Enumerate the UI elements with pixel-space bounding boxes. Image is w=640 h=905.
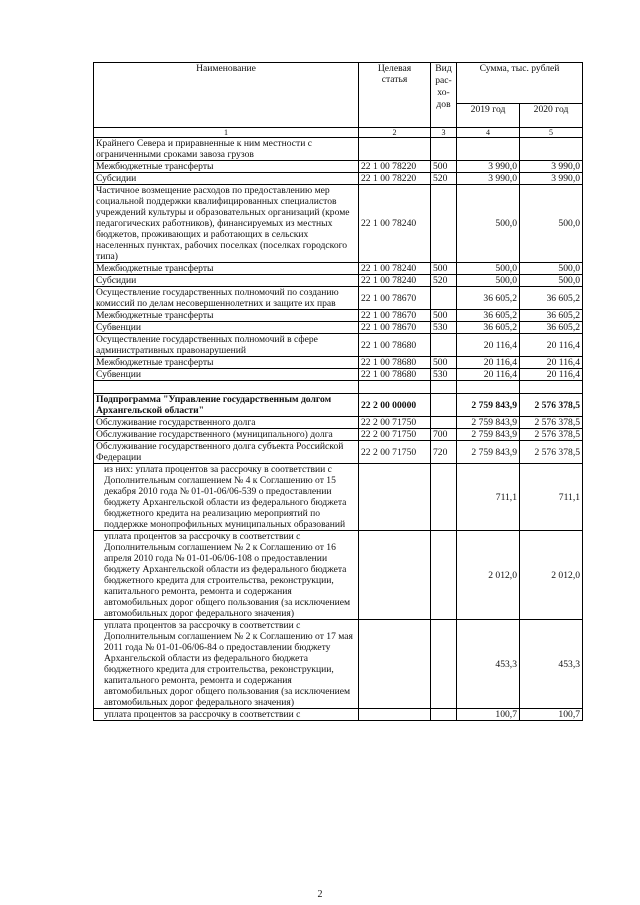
row-value-2020: 453,3 [520, 620, 583, 709]
table-row-subprogram [94, 394, 583, 417]
row-name: Межбюджетные трансферты [94, 263, 359, 275]
row-name: из них: уплата процентов за рассрочку в соответствии с Дополнительным соглашением № 4 к Соглашению от 15 декабря 2010 года № 01-01-06/06-539 о предоставлении бюджету Архангельской области из федерального бюджета бюджетного кредита на реализацию мероприятий по поддержке монопрофильных муниципальных образований [94, 464, 359, 531]
column-number: 1 [94, 128, 359, 138]
header-sum: Сумма, тыс. рублей [457, 63, 583, 104]
row-value-2019: 711,1 [457, 464, 520, 531]
row-target: 22 1 00 78240 [359, 263, 431, 275]
row-value-2020: 500,0 [520, 185, 583, 263]
row-value-2019: 36 605,2 [457, 310, 520, 322]
header-expense-type: Вид рас- хо- дов [431, 63, 457, 128]
row-type [431, 464, 457, 531]
column-number: 4 [457, 128, 520, 138]
row-target [359, 464, 431, 531]
row-target [359, 531, 431, 620]
row-value-2019: 2 759 843,9 [457, 417, 520, 429]
table-row [94, 464, 583, 531]
row-value-2020: 36 605,2 [520, 310, 583, 322]
row-target: 22 1 00 78240 [359, 185, 431, 263]
row-target: 22 2 00 71750 [359, 417, 431, 429]
row-value-2019: 20 116,4 [457, 357, 520, 369]
row-type: 500 [431, 357, 457, 369]
row-name: Подпрограмма "Управление государственным долгом Архангельской области" [94, 394, 359, 417]
row-target: 22 1 00 78670 [359, 310, 431, 322]
row-value-2020: 2 012,0 [520, 531, 583, 620]
row-value-2020: 3 990,0 [520, 173, 583, 185]
row-value-2019: 2 759 843,9 [457, 429, 520, 441]
budget-table [93, 62, 583, 721]
row-value-2019 [457, 381, 520, 394]
row-type [431, 185, 457, 263]
column-number: 5 [520, 128, 583, 138]
row-type: 700 [431, 429, 457, 441]
row-value-2019: 500,0 [457, 275, 520, 287]
row-name: уплата процентов за рассрочку в соответствии с Дополнительным соглашением № 2 к Соглашению от 17 мая 2011 года № 01-01-06/06-84 о предоставлении бюджету Архангельской области из федерального бюджета бюджетного кредита для строительства, реконструкции, капитального ремонта, ремонта и содержания автомобильных дорог общего пользования (за исключением автомобильных дорог федерального значения) [94, 620, 359, 709]
row-value-2019: 500,0 [457, 263, 520, 275]
row-value-2020: 20 116,4 [520, 357, 583, 369]
row-value-2020: 500,0 [520, 263, 583, 275]
column-number: 2 [359, 128, 431, 138]
row-value-2020 [520, 381, 583, 394]
row-value-2020: 20 116,4 [520, 334, 583, 357]
row-target [359, 709, 431, 721]
row-type: 720 [431, 441, 457, 464]
row-target: 22 1 00 78680 [359, 369, 431, 381]
row-value-2019: 3 990,0 [457, 173, 520, 185]
page-number: 2 [317, 889, 323, 900]
table-row [94, 275, 583, 287]
row-type [431, 287, 457, 310]
row-value-2020: 2 576 378,5 [520, 441, 583, 464]
row-type [431, 138, 457, 161]
row-type: 530 [431, 322, 457, 334]
table-row [94, 417, 583, 429]
row-name: Субвенции [94, 369, 359, 381]
row-name: уплата процентов за рассрочку в соответствии с [94, 709, 359, 721]
row-name: Частичное возмещение расходов по предоставлению мер социальной поддержки квалифицированных специалистов учреждений культуры и образовательных организаций (кроме педагогических работников), финансируемых из местных бюджетов, проживающих и работающих в сельских населенных пунктах, рабочих поселках (поселках городского типа) [94, 185, 359, 263]
row-name: Субсидии [94, 275, 359, 287]
row-target [359, 620, 431, 709]
row-name: Межбюджетные трансферты [94, 357, 359, 369]
row-target: 22 1 00 78240 [359, 275, 431, 287]
row-value-2019: 100,7 [457, 709, 520, 721]
row-target: 22 1 00 78220 [359, 161, 431, 173]
row-name: Межбюджетные трансферты [94, 310, 359, 322]
row-value-2019: 500,0 [457, 185, 520, 263]
row-value-2020 [520, 138, 583, 161]
header-2019: 2019 год [457, 104, 520, 128]
row-value-2019: 36 605,2 [457, 287, 520, 310]
row-type: 520 [431, 173, 457, 185]
row-value-2019: 2 759 843,9 [457, 441, 520, 464]
table-row [94, 287, 583, 310]
header-target-article: Целевая статья [359, 63, 431, 128]
row-value-2020: 2 576 378,5 [520, 429, 583, 441]
column-number: 3 [431, 128, 457, 138]
row-name: Обслуживание государственного долга [94, 417, 359, 429]
table-row [94, 138, 583, 161]
row-target [359, 138, 431, 161]
table-row [94, 369, 583, 381]
row-type: 530 [431, 369, 457, 381]
table-row-empty [94, 381, 583, 394]
table-row [94, 161, 583, 173]
row-value-2019 [457, 138, 520, 161]
table-row [94, 531, 583, 620]
row-name: Обслуживание государственного долга субъекта Российской Федерации [94, 441, 359, 464]
row-target: 22 1 00 78680 [359, 334, 431, 357]
row-value-2020: 36 605,2 [520, 322, 583, 334]
table-row [94, 709, 583, 721]
row-value-2019: 20 116,4 [457, 334, 520, 357]
row-target: 22 1 00 78680 [359, 357, 431, 369]
table-row [94, 620, 583, 709]
row-value-2019: 20 116,4 [457, 369, 520, 381]
row-value-2019: 2 012,0 [457, 531, 520, 620]
table-row [94, 173, 583, 185]
table-row [94, 322, 583, 334]
table-row [94, 263, 583, 275]
row-type [431, 531, 457, 620]
row-target [359, 381, 431, 394]
row-value-2020: 500,0 [520, 275, 583, 287]
row-value-2020: 3 990,0 [520, 161, 583, 173]
row-target: 22 1 00 78670 [359, 322, 431, 334]
row-value-2019: 2 759 843,9 [457, 394, 520, 417]
table-row [94, 429, 583, 441]
header-name: Наименование [94, 63, 359, 128]
row-value-2020: 2 576 378,5 [520, 394, 583, 417]
row-type: 500 [431, 263, 457, 275]
row-value-2019: 453,3 [457, 620, 520, 709]
row-type [431, 394, 457, 417]
header-2020: 2020 год [520, 104, 583, 128]
row-value-2020: 711,1 [520, 464, 583, 531]
row-target: 22 2 00 00000 [359, 394, 431, 417]
row-type [431, 417, 457, 429]
row-value-2020: 100,7 [520, 709, 583, 721]
column-numbers-row [94, 128, 583, 138]
row-name: Обслуживание государственного (муниципального) долга [94, 429, 359, 441]
row-type [431, 709, 457, 721]
row-type [431, 381, 457, 394]
row-type: 500 [431, 161, 457, 173]
row-type: 500 [431, 310, 457, 322]
row-value-2020: 20 116,4 [520, 369, 583, 381]
row-value-2019: 3 990,0 [457, 161, 520, 173]
row-target: 22 2 00 71750 [359, 429, 431, 441]
row-type: 520 [431, 275, 457, 287]
row-name: Субвенции [94, 322, 359, 334]
row-target: 22 2 00 71750 [359, 441, 431, 464]
row-target: 22 1 00 78220 [359, 173, 431, 185]
row-name: Осуществление государственных полномочий по созданию комиссий по делам несовершеннолетних и защите их прав [94, 287, 359, 310]
row-name [94, 381, 359, 394]
table-row [94, 185, 583, 263]
table-row [94, 310, 583, 322]
row-name: Осуществление государственных полномочий в сфере административных правонарушений [94, 334, 359, 357]
row-name: Субсидии [94, 173, 359, 185]
row-name: Крайнего Севера и приравненные к ним местности с ограниченными сроками завоза грузов [94, 138, 359, 161]
table-row [94, 357, 583, 369]
row-name: Межбюджетные трансферты [94, 161, 359, 173]
row-value-2019: 36 605,2 [457, 322, 520, 334]
row-type [431, 620, 457, 709]
row-value-2020: 2 576 378,5 [520, 417, 583, 429]
row-value-2020: 36 605,2 [520, 287, 583, 310]
table-row [94, 441, 583, 464]
row-target: 22 1 00 78670 [359, 287, 431, 310]
table-row [94, 334, 583, 357]
row-name: уплата процентов за рассрочку в соответствии с Дополнительным соглашением № 2 к Соглашению от 16 апреля 2010 года № 01-01-06/06-108 о предоставлении бюджету Архангельской области из федерального бюджета бюджетного кредита для строительства, реконструкции, капитального ремонта, ремонта и содержания автомобильных дорог общего пользования (за исключением автомобильных дорог федерального значения) [94, 531, 359, 620]
row-type [431, 334, 457, 357]
